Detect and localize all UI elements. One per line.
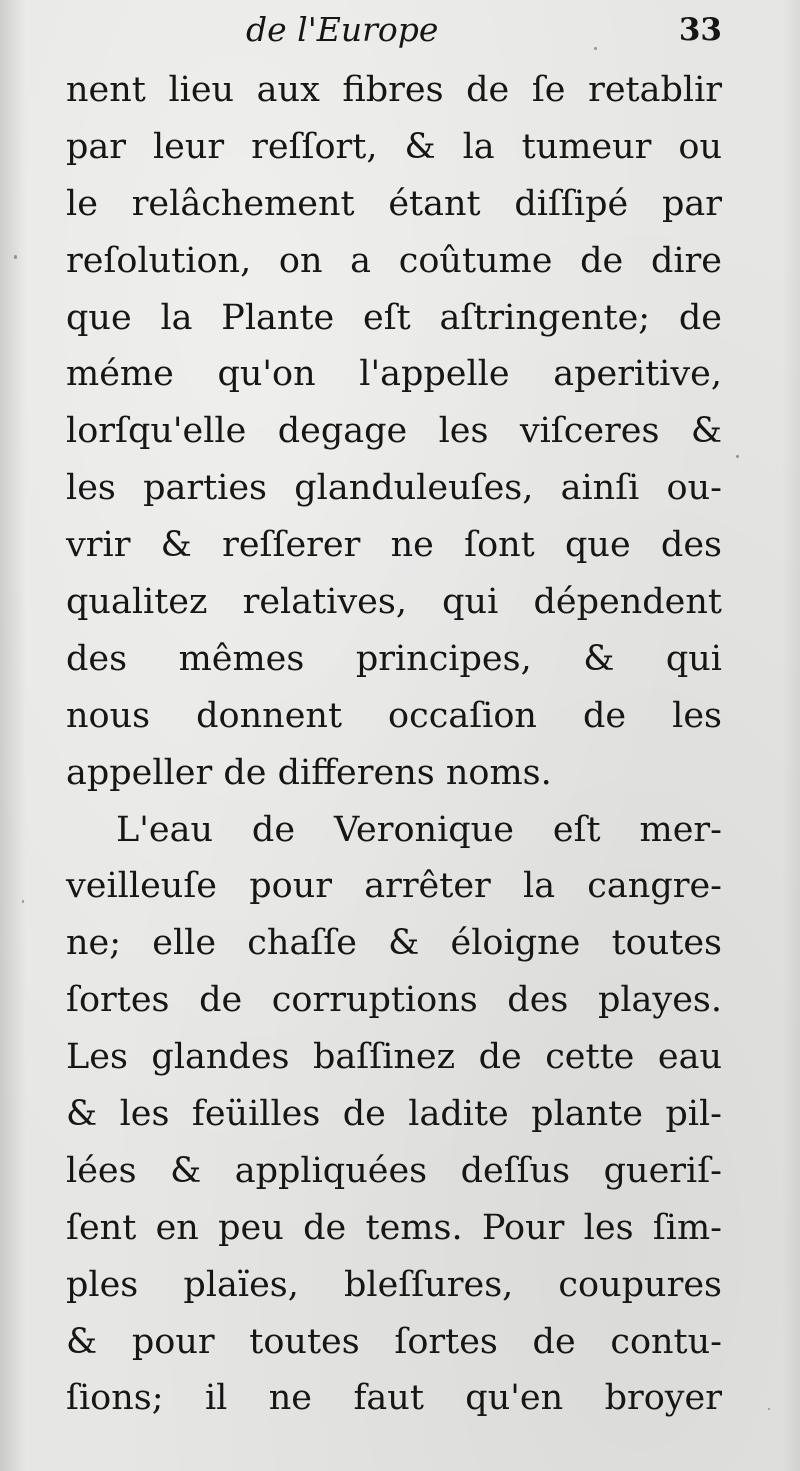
text-line: qualitez relatives, qui dépendent [66, 582, 722, 623]
running-title: de l'Europe [246, 10, 439, 49]
text-line: ne; elle chaſſe & éloigne toutes [66, 923, 722, 964]
text-line: appeller de differens noms. [66, 752, 552, 793]
page-right-edge-shadow [782, 0, 800, 1471]
text-line: ſent en peu de tems. Pour les ſim- [66, 1207, 722, 1248]
paper-speck [594, 47, 597, 50]
text-line: les parties glanduleuſes, ainſi ou- [66, 468, 722, 509]
text-line: des mêmes principes, & qui [66, 638, 722, 679]
text-line: par leur reſſort, & la tumeur ou [66, 126, 722, 167]
text-line: reſolution, on a coûtume de dire [66, 240, 722, 281]
text-line: que la Plante eſt aſtringente; de [66, 297, 722, 338]
text-line: méme qu'on l'appelle aperitive, [66, 354, 722, 395]
text-line: ſortes de corruptions des playes. [66, 980, 722, 1021]
text-line: lées & appliquées deſſus gueriſ- [66, 1150, 722, 1191]
text-line: le relâchement étant diſſipé par [66, 183, 722, 224]
page-number: 33 [678, 12, 722, 48]
text-line: & les feüilles de ladite plante pil- [66, 1094, 722, 1135]
text-line: nent lieu aux fibres de ſe retablir [66, 70, 722, 110]
text-line: & pour toutes ſortes de contu- [66, 1321, 722, 1362]
page-left-edge-shadow [0, 0, 26, 1471]
paper-speck [736, 455, 739, 458]
text-line: vrir & reſſerer ne ſont que des [66, 525, 722, 566]
text-line: lorſqu'elle degage les viſceres & [66, 411, 722, 452]
text-line: ſions; il ne faut qu'en broyer [66, 1378, 722, 1419]
text-line: ples plaïes, bleſſures, coupures [66, 1264, 722, 1305]
text-line: nous donnent occaſion de les [66, 695, 722, 736]
paper-speck [14, 255, 17, 259]
paragraph-first-line: L'eau de Veronique eſt mer- [116, 809, 722, 850]
paper-speck [22, 900, 24, 903]
text-line: veilleuſe pour arrêter la cangre- [66, 866, 722, 907]
page-header [66, 8, 722, 52]
body-text [66, 62, 722, 1427]
paper-speck [768, 1408, 770, 1410]
text-line: Les glandes baſſinez de cette eau [66, 1037, 722, 1078]
